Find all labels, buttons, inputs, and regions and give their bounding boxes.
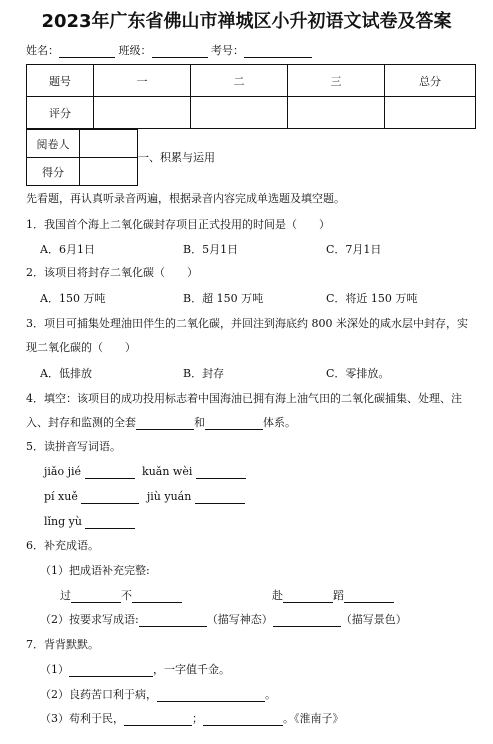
question-5: 5．读拼音写词语。: [26, 440, 121, 453]
recite-blank[interactable]: [157, 690, 265, 702]
score-input-cell[interactable]: [80, 158, 138, 186]
recite-blank[interactable]: [69, 665, 153, 677]
instruction: 先看题，再认真听录音两遍，根据录音内容完成单选题及填空题。: [26, 192, 345, 205]
score-header-cell: 二: [191, 65, 288, 97]
score-row-label: 评分: [27, 97, 94, 129]
pinyin-row-2: [44, 490, 245, 504]
score-cell[interactable]: [191, 97, 288, 129]
score-header-cell: 三: [288, 65, 385, 97]
option-c[interactable]: C．零排放。: [326, 367, 390, 380]
q7-text: （3）苟利于民，: [40, 712, 124, 725]
q4-text-c: 体系。: [263, 416, 296, 429]
idiom-char: 蹈: [333, 589, 344, 602]
class-label: 班级：: [118, 44, 152, 57]
question-7: 7．背背默默。: [26, 638, 99, 651]
q4-text-b: 和: [194, 416, 205, 429]
q4-blank-1[interactable]: [136, 418, 194, 430]
pinyin: jiǎo jié: [44, 465, 82, 478]
question-4-line1: 4．填空：该项目的成功投用标志着中国海油已拥有海上油气田的二氧化碳捕集、处理、注: [26, 392, 462, 405]
idiom-char: 过: [60, 589, 71, 602]
idiom-blank[interactable]: [139, 615, 207, 627]
answer-blank[interactable]: [85, 467, 135, 479]
hint: （描写景色）: [340, 613, 407, 626]
answer-blank[interactable]: [195, 492, 245, 504]
page-title: 2023年广东省佛山市禅城区小升初语文试卷及答案: [41, 11, 452, 32]
score-cell[interactable]: [94, 97, 191, 129]
question-1: 1．我国首个海上二氧化碳封存项目正式投用的时间是（ ）: [26, 218, 330, 231]
pinyin: pí xuě: [44, 490, 78, 503]
q7-text: ，一字值千金。: [153, 663, 230, 676]
recite-blank[interactable]: [203, 714, 283, 726]
question-4-line2: [26, 416, 296, 430]
pinyin-row-1: [44, 465, 246, 479]
idiom-blank[interactable]: [132, 591, 182, 603]
option-c[interactable]: C．将近 150 万吨: [326, 292, 418, 305]
idiom-blank[interactable]: [344, 591, 394, 603]
idiom-1: [60, 589, 182, 603]
question-3-line1: 3．项目可捕集处理油田伴生的二氧化碳，并回注到海底约 800 米深处的咸水层中封存，实: [26, 317, 468, 330]
class-blank[interactable]: [152, 46, 208, 58]
idiom-blank[interactable]: [71, 591, 121, 603]
q7-text: 。《淮南子》: [283, 712, 344, 725]
q7-label: （1）: [40, 663, 69, 676]
q7-sub-2: [40, 688, 276, 702]
answer-blank[interactable]: [196, 467, 246, 479]
exam-no-label: 考号：: [211, 44, 244, 57]
idiom-char: 不: [121, 589, 132, 602]
score-header-row: [27, 65, 476, 97]
name-label: 姓名：: [26, 44, 59, 57]
question-3-line2: 现二氧化碳的（ ）: [26, 341, 136, 354]
option-b[interactable]: B．超 150 万吨: [183, 292, 264, 305]
grader-table: [26, 129, 138, 186]
score-value-row: [27, 97, 476, 129]
pinyin-row-3: [44, 515, 135, 529]
score-cell[interactable]: [288, 97, 385, 129]
option-a[interactable]: A．低排放: [40, 367, 92, 380]
answer-blank[interactable]: [85, 517, 135, 529]
score-header-cell: 一: [94, 65, 191, 97]
score-header-cell: 题号: [27, 65, 94, 97]
option-b[interactable]: B．封存: [183, 367, 225, 380]
grader-label: 阅卷人: [27, 130, 80, 158]
idiom-char: 赴: [272, 589, 283, 602]
option-a[interactable]: A．150 万吨: [40, 292, 106, 305]
idiom-2: [272, 589, 394, 603]
q6-sub-1: （1）把成语补充完整:: [40, 564, 150, 577]
grader-cell[interactable]: [80, 130, 138, 158]
pinyin: jiù yuán: [146, 490, 192, 503]
idiom-blank[interactable]: [273, 615, 341, 627]
question-6: 6．补充成语。: [26, 539, 99, 552]
q6-sub-2: [40, 613, 407, 627]
q4-blank-2[interactable]: [205, 418, 263, 430]
score-table: [26, 64, 476, 129]
pinyin: kuǎn wèi: [142, 465, 193, 478]
recite-blank[interactable]: [124, 714, 192, 726]
option-b[interactable]: B．5月1日: [183, 243, 239, 256]
q7-text: 。: [265, 688, 276, 701]
idiom-blank[interactable]: [283, 591, 333, 603]
exam-no-blank[interactable]: [244, 46, 312, 58]
question-2: 2．该项目将封存二氧化碳（ ）: [26, 266, 198, 279]
hint: （描写神态）: [206, 613, 273, 626]
answer-blank[interactable]: [81, 492, 139, 504]
score-header-cell: 总分: [385, 65, 476, 97]
pinyin: lǐng yù: [44, 515, 82, 528]
score-label: 得分: [27, 158, 80, 186]
q7-text: （2）良药苦口利于病，: [40, 688, 157, 701]
section-heading: 一、积累与运用: [138, 151, 215, 164]
q7-sub-3: [40, 712, 344, 726]
option-a[interactable]: A．6月1日: [40, 243, 95, 256]
info-line: [26, 44, 312, 58]
q6-sub-2-label: （2）按要求写成语:: [40, 613, 139, 626]
option-c[interactable]: C．7月1日: [326, 243, 382, 256]
q7-text: ；: [192, 712, 203, 725]
name-blank[interactable]: [59, 46, 115, 58]
q4-text-a: 入、封存和监测的全套: [26, 416, 136, 429]
score-cell[interactable]: [385, 97, 476, 129]
q7-sub-1: [40, 663, 230, 677]
